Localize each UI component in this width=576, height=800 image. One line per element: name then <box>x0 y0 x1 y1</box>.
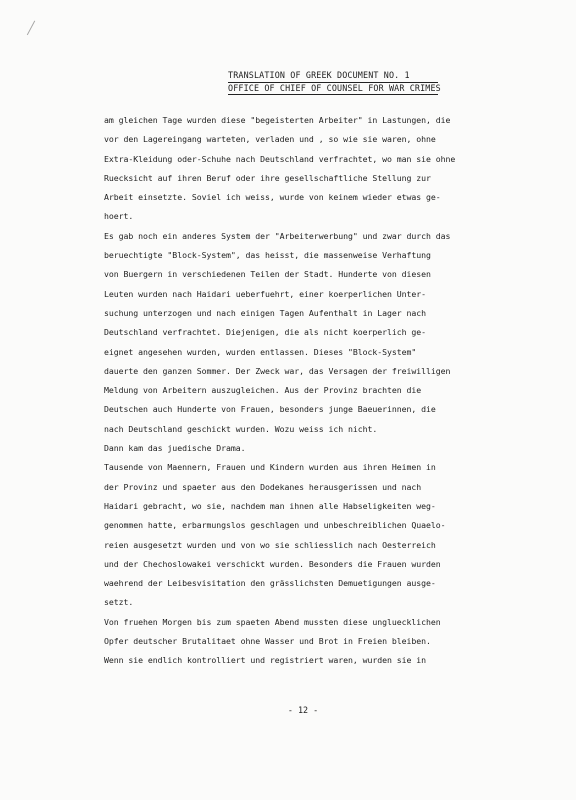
text-line: Von fruehen Morgen bis zum spaeten Abend mussten diese ungluecklichen <box>104 616 441 627</box>
text-line: suchung unterzogen und nach einigen Tagen Aufenthalt in Lager nach <box>104 307 427 318</box>
pencil-mark <box>27 21 43 40</box>
text-line: Tausende von Maennern, Frauen und Kindern wurden aus ihren Heimen in <box>104 462 436 473</box>
text-line: der Provinz und spaeter aus den Dodekanes herausgerissen und nach <box>104 481 422 492</box>
text-line: Meldung von Arbeitern auszugleichen. Aus der Provinz brachten die <box>104 385 422 396</box>
text-line: Haidari gebracht, wo sie, nachdem man ihnen alle Habseligkeiten weg- <box>104 500 436 511</box>
text-line: waehrend der Leibesvisitation den grässlichsten Demuetigungen ausge- <box>104 578 436 589</box>
text-line: Ruecksicht auf ihren Beruf oder ihre gesellschaftliche Stellung zur <box>104 172 431 183</box>
text-line: Extra-Kleidung oder-Schuhe nach Deutschland verfrachtet, wo man sie ohne <box>104 153 456 164</box>
page-footer <box>0 705 576 715</box>
text-line: Opfer deutscher Brutalitaet ohne Wasser und Brot in Freien bleiben. <box>104 636 431 647</box>
text-line: Leuten wurden nach Haidari ueberfuehrt, einer koerperlichen Unter- <box>104 288 427 299</box>
text-line: beruechtigte "Block-System", das heisst, die massenweise Verhaftung <box>104 250 431 261</box>
header-title: TRANSLATION OF GREEK DOCUMENT NO. 1 <box>228 70 410 80</box>
text-line: reien ausgesetzt wurden und von wo sie schliesslich nach Oesterreich <box>104 539 436 550</box>
header-office: OFFICE OF CHIEF OF COUNSEL FOR WAR CRIMES <box>228 83 441 93</box>
text-line: Deutschland verfrachtet. Diejenigen, die als nicht koerperlich ge- <box>104 327 427 338</box>
text-line: Es gab noch ein anderes System der "Arbeiterwerbung" und zwar durch das <box>104 230 451 241</box>
text-line: Deutschen auch Hunderte von Frauen, besonders junge Baeuerinnen, die <box>104 404 436 415</box>
text-line: von Buergern in verschiedenen Teilen der Stadt. Hunderte von diesen <box>104 269 431 280</box>
text-line: am gleichen Tage wurden diese "begeisterten Arbeiter" in Lastungen, die <box>104 115 451 125</box>
text-line: und der Chechoslowakei verschickt wurden. Besonders die Frauen wurden <box>104 558 441 569</box>
text-line: eignet angesehen wurden, wurden entlassen. Dieses "Block-System" <box>104 346 417 357</box>
text-line: vor den Lagereingang warteten, verladen und , so wie sie waren, ohne <box>104 134 436 145</box>
text-line: dauerte den ganzen Sommer. Der Zweck war, das Versagen der freiwilligen <box>104 365 451 376</box>
text-line: genommen hatte, erbarmungslos geschlagen und unbeschreiblichen Quaelo- <box>104 520 446 531</box>
text-line: setzt. <box>104 597 134 608</box>
document-header <box>228 70 441 95</box>
text-line: Arbeit einsetzte. Soviel ich weiss, wurde von keinem wieder etwas ge- <box>104 192 441 203</box>
document-body <box>104 111 464 671</box>
text-line: Wenn sie endlich kontrolliert und registriert waren, wurden sie in <box>104 655 427 666</box>
text-line: Dann kam das juedische Drama. <box>104 443 246 454</box>
text-line: hoert. <box>104 211 134 222</box>
page-number: - 12 - <box>287 705 319 715</box>
text-line: nach Deutschland geschickt wurden. Wozu weiss ich nicht. <box>104 423 378 434</box>
